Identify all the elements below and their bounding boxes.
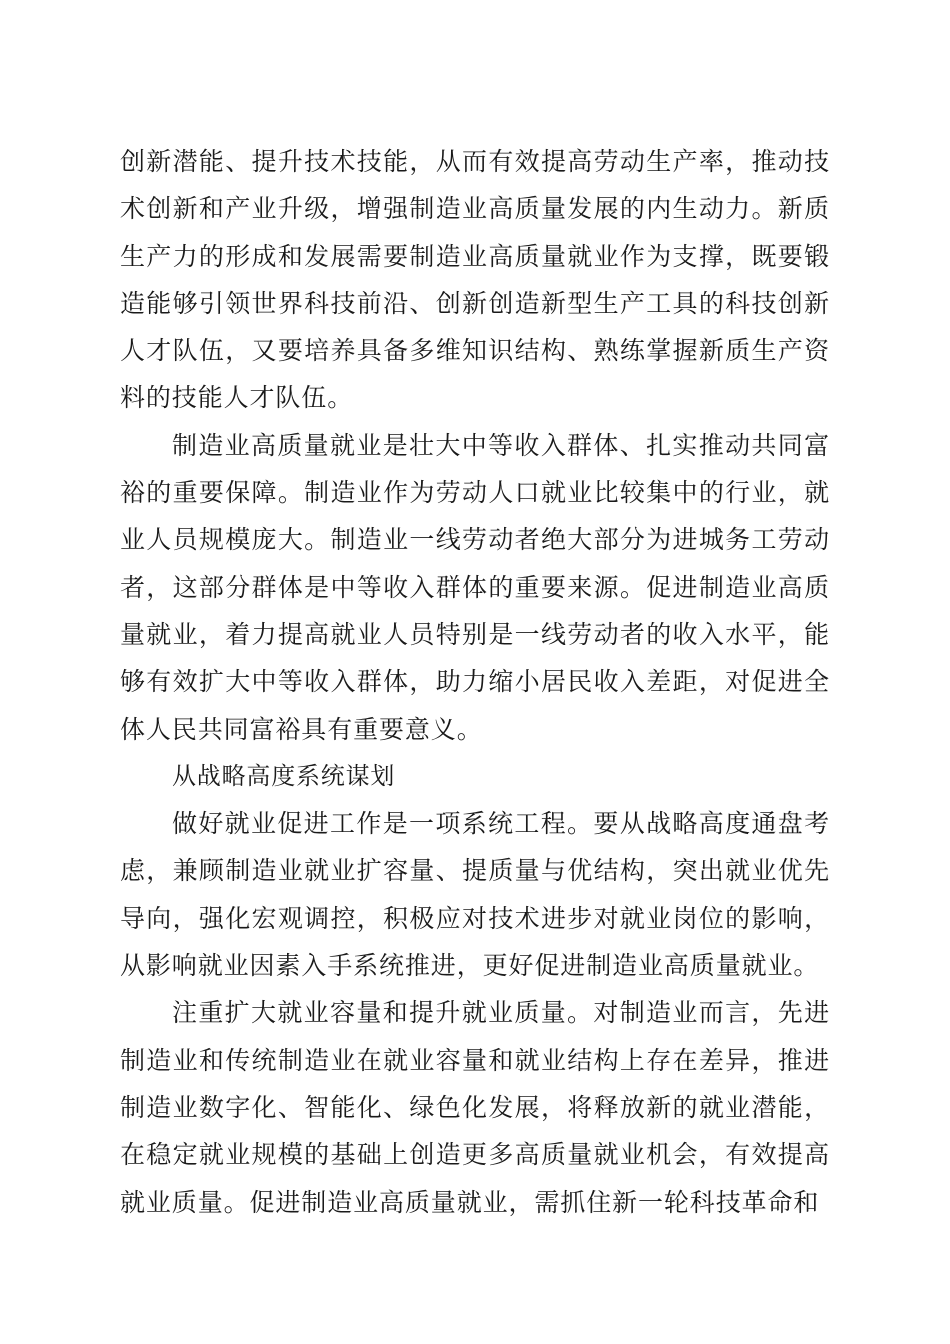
paragraph-employment-capacity: 注重扩大就业容量和提升就业质量。对制造业而言，先进制造业和传统制造业在就业容量和就业结构上存在差异，推进制造业数字化、智能化、绿色化发展，将释放新的就业潜能，在稳定就业规模的基础上创造更多高质量就业机会，有效提高就业质量。促进制造业高质量就业，需抓住新一轮科技革命和 [120,998,830,1217]
paragraph-continuation: 创新潜能、提升技术技能，从而有效提高劳动生产率，推动技术创新和产业升级，增强制造业高质量发展的内生动力。新质生产力的形成和发展需要制造业高质量就业作为支撑，既要锻造能够引领世界科技前沿、创新创造新型生产工具的科技创新人才队伍，又要培养具备多维知识结构、熟练掌握新质生产资料的技能人才队伍。 [120,147,830,413]
section-heading: 从战略高度系统谋划 [172,761,396,790]
paragraph-common-prosperity: 制造业高质量就业是壮大中等收入群体、扎实推动共同富裕的重要保障。制造业作为劳动人口就业比较集中的行业，就业人员规模庞大。制造业一线劳动者绝大部分为进城务工劳动者，这部分群体是中等收入群体的重要来源。促进制造业高质量就业，着力提高就业人员特别是一线劳动者的收入水平，能够有效扩大中等收入群体，助力缩小居民收入差距，对促进全体人民共同富裕具有重要意义。 [120,430,830,744]
paragraph-system-planning: 做好就业促进工作是一项系统工程。要从战略高度通盘考虑，兼顾制造业就业扩容量、提质量与优结构，突出就业优先导向，强化宏观调控，积极应对技术进步对就业岗位的影响，从影响就业因素入手系统推进，更好促进制造业高质量就业。 [120,809,830,981]
article-body [120,138,830,1226]
